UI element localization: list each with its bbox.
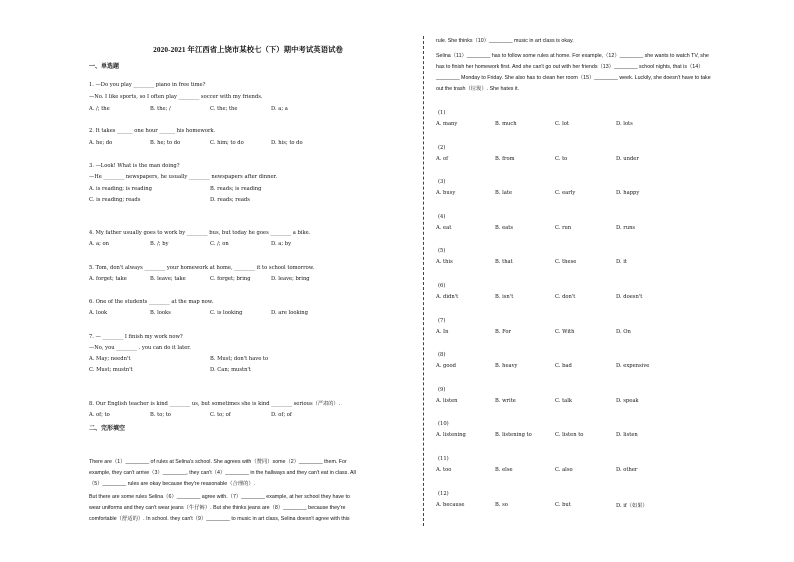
cloze-option-d[interactable]: D. lots [616, 121, 633, 127]
question-1-option-a[interactable]: A. /; the [89, 106, 110, 112]
cloze-option-c[interactable]: C. but [555, 501, 571, 508]
cloze-options-row [436, 432, 766, 439]
cloze-option-b[interactable]: B. that [495, 259, 513, 266]
cloze-option-d[interactable]: D. happy [616, 190, 640, 197]
cloze-question-number: (7) [438, 317, 446, 324]
cloze-option-a[interactable]: A. listening [436, 432, 466, 439]
question-3-stem: 3. —Look! What is the man doing? [89, 163, 180, 169]
question-8-option-a[interactable]: A. of; to [89, 412, 110, 418]
passage-right-line-4: ________ Monday to Friday. She also has to clean her room（15）________ week. Luckily, she doesn't have to take [436, 75, 711, 81]
cloze-question-number: (10) [438, 421, 449, 428]
cloze-option-a[interactable]: A. many [436, 121, 458, 127]
cloze-option-a[interactable]: A. busy [436, 190, 456, 197]
question-3-options-row-1 [89, 186, 407, 193]
question-7-option-b[interactable]: B. Must; don't have to [210, 356, 269, 362]
cloze-options-row [436, 363, 766, 370]
cloze-option-c[interactable]: C. don't [555, 294, 576, 300]
cloze-option-a[interactable]: A. eat [436, 224, 452, 231]
question-7-options-row-2 [89, 367, 407, 374]
question-1-options [89, 106, 407, 113]
passage-line-6: comfortable（舒适的）. In school. they can't（9）________ to music in art class, Selina doesn't agree with this [89, 516, 350, 522]
question-7-options-row-1 [89, 356, 407, 363]
cloze-options-row [436, 467, 766, 474]
question-8-option-b[interactable]: B. to; to [150, 412, 171, 418]
column-divider [423, 36, 424, 526]
question-6-option-c[interactable]: C. is looking [210, 310, 243, 316]
cloze-option-b[interactable]: B. late [495, 190, 513, 197]
cloze-options-row [436, 259, 766, 266]
question-7-stem-2: —No, you ________ . you can do it later. [89, 345, 191, 351]
question-7-option-c[interactable]: C. Must; mustn't [89, 367, 133, 373]
question-7-option-d[interactable]: D. Can; mustn't [210, 367, 251, 373]
cloze-option-d[interactable]: D. under [616, 155, 639, 162]
cloze-option-c[interactable]: C. talk [555, 397, 573, 404]
passage-line-2: example, they can't arrive（3）________, they can't（4）________ in the hallways and they can't eat in class. All [89, 470, 356, 476]
passage-line-1: There are（1）________ of rules at Selina's school. She agrees with（赞同）some（2）________ them. For [89, 459, 347, 465]
question-7-option-a[interactable]: A. May; needn't [89, 356, 131, 362]
question-5-option-d[interactable]: D. leave; bring [271, 276, 310, 282]
cloze-options-row [436, 329, 766, 336]
cloze-option-c[interactable]: C. listen to [555, 432, 584, 439]
cloze-option-a[interactable]: A. because [436, 501, 465, 508]
question-6-option-a[interactable]: A. look [89, 310, 108, 316]
cloze-option-d[interactable]: D. listen [616, 432, 638, 439]
cloze-options-row [436, 225, 766, 232]
cloze-question-number: (11) [438, 456, 449, 462]
cloze-option-d[interactable]: D. runs [616, 224, 636, 231]
question-6-options [89, 310, 407, 317]
cloze-options-row [436, 156, 766, 163]
cloze-question-number: (4) [438, 213, 446, 220]
cloze-option-a[interactable]: A. good [436, 363, 456, 370]
question-8-stem: 8. Our English teacher is kind ________ us, but sometimes she is kind ________ serious（严肃的）. [89, 401, 341, 407]
page-title: 2020-2021 年江西省上饶市某校七（下）期中考试英语试卷 [153, 45, 343, 54]
cloze-question-number: (2) [438, 144, 446, 151]
cloze-option-a[interactable]: A. listen [436, 397, 458, 404]
cloze-option-b[interactable]: B. write [495, 397, 516, 404]
question-1-option-c[interactable]: C. the; the [210, 106, 238, 112]
question-8-option-d[interactable]: D. of; of [271, 412, 292, 418]
question-3-option-b[interactable]: B. reads; is reading [210, 186, 262, 192]
passage-line-3: （5）________ rules are okay because they're reasonable（合理的）. [89, 481, 256, 487]
cloze-option-c[interactable]: C. these [555, 259, 577, 266]
cloze-option-b[interactable]: B. from [495, 155, 515, 162]
cloze-option-b[interactable]: B. else [495, 467, 513, 473]
cloze-question-number: (8) [438, 352, 446, 359]
passage-right-line-5: out the trash（垃圾）. She hates it. [436, 86, 520, 92]
cloze-option-d[interactable]: D. other [616, 467, 638, 473]
cloze-question-number: (5) [438, 248, 446, 255]
cloze-option-c[interactable]: C. early [555, 190, 576, 197]
cloze-question-number: (1) [438, 110, 446, 116]
question-3-stem-2: —He ________ newspapers, he usually ________ newspapers after dinner. [89, 174, 278, 180]
question-6-stem: 6. One of the students ________ at the map now. [89, 299, 214, 305]
cloze-option-a[interactable]: A. too [436, 467, 452, 473]
cloze-option-b[interactable]: B. so [495, 501, 508, 508]
cloze-option-c[interactable]: C. also [555, 467, 573, 473]
cloze-option-d[interactable]: D. it [616, 259, 628, 266]
cloze-option-a[interactable]: A. of [436, 155, 449, 162]
question-4-options [89, 241, 407, 248]
passage-right-line-3: has to finish her homework first. And she can't go out with her friends（13）________ school nights, that is（14） [436, 64, 704, 70]
question-3-options-row-2 [89, 197, 407, 204]
cloze-question-number: (12) [438, 490, 449, 497]
cloze-option-c[interactable]: C. to [555, 155, 568, 162]
question-2-option-a[interactable]: A. he; do [89, 140, 113, 146]
question-4-option-c[interactable]: C. /; on [210, 241, 229, 247]
cloze-option-d[interactable]: D. speak [616, 397, 639, 404]
question-1-stem-2: —No. I like sports, so I often play ________ soccer with my friends. [89, 94, 263, 100]
cloze-option-d[interactable]: D. On [616, 328, 631, 335]
question-1-stem: 1. —Do you play ________ piano in free time? [89, 82, 206, 88]
question-4-option-b[interactable]: B. /; by [150, 241, 169, 247]
question-1-option-b[interactable]: B. the; / [150, 106, 171, 112]
cloze-option-b[interactable]: B. eats [495, 224, 514, 231]
question-5-option-b[interactable]: B. leave; take [150, 276, 186, 282]
passage-right-line-2: Selina（11）________ has to follow some rules at home. For example,（12）________ she wants to watch TV, she [436, 53, 709, 59]
cloze-option-b[interactable]: B. heavy [495, 363, 518, 370]
cloze-option-c[interactable]: C. lot [555, 121, 569, 127]
cloze-options-row [436, 294, 766, 301]
cloze-question-number: (9) [438, 386, 446, 393]
question-2-option-b[interactable]: B. he; to do [150, 140, 181, 146]
cloze-option-a[interactable]: A. In [436, 328, 449, 335]
question-5-options [89, 276, 407, 283]
cloze-option-b[interactable]: B. For [495, 328, 512, 335]
cloze-option-c[interactable]: C. run [555, 224, 572, 231]
cloze-question-number: (6) [438, 283, 446, 289]
section-title-single-choice: 一、单选题 [89, 64, 120, 70]
question-8-options [89, 412, 407, 419]
question-6-option-b[interactable]: B. looks [150, 310, 171, 316]
passage-line-5: wear uniforms and they can't wear jeans（牛仔裤）. But she thinks jeans are（8）________ because they're [89, 505, 346, 511]
cloze-options-row [436, 190, 766, 197]
cloze-options-row [436, 398, 766, 405]
question-1-option-d[interactable]: D. a; a [271, 106, 288, 112]
cloze-option-d[interactable]: D. doesn't [616, 294, 643, 300]
question-5-option-a[interactable]: A. forget; take [89, 276, 127, 282]
question-6-option-d[interactable]: D. are looking [271, 310, 308, 316]
question-8-option-c[interactable]: C. to; of [210, 412, 231, 418]
cloze-option-c[interactable]: C. With [555, 328, 575, 335]
passage-line-4: But there are some rules Selina（6）________ agree with.（7）________ example, at her school they have to [89, 494, 350, 500]
cloze-option-c[interactable]: C. bad [555, 363, 572, 370]
question-3-option-a[interactable]: A. is reading; is reading [89, 186, 152, 192]
passage-right-line-1: rule. She thinks（10）________ music in art class is okay. [436, 38, 574, 44]
cloze-options-row [436, 502, 766, 509]
cloze-option-d[interactable]: D. if（如果） [616, 502, 648, 509]
question-5-stem: 5. Tom, don't always ________ your homework at home, ________ it to school tomorrow. [89, 265, 315, 271]
question-7-stem: 7. — ________ I finish my work now? [89, 334, 183, 340]
question-3-option-d[interactable]: D. reads; reads [210, 197, 250, 203]
question-2-options [89, 140, 407, 147]
question-2-stem: 2. It takes ______ one hour ______ his homework. [89, 128, 216, 134]
question-3-option-c[interactable]: C. is reading; reads [89, 197, 141, 203]
cloze-option-a[interactable]: A. this [436, 259, 453, 266]
question-5-option-c[interactable]: C. forget; bring [210, 276, 251, 282]
cloze-option-d[interactable]: D. expensive [616, 363, 650, 370]
cloze-option-b[interactable]: B. listening to [495, 432, 532, 439]
cloze-option-a[interactable]: A. didn't [436, 294, 459, 300]
cloze-option-b[interactable]: B. much [495, 121, 517, 127]
section-title-cloze: 二、完形填空 [89, 426, 126, 432]
question-4-option-a[interactable]: A. a; on [89, 241, 109, 247]
question-4-option-d[interactable]: D. a; by [271, 241, 292, 247]
question-4-stem: 4. My father usually goes to work by ________ bus, but today he goes ________ a bike. [89, 230, 311, 236]
cloze-options-row [436, 121, 766, 128]
cloze-option-b[interactable]: B. isn't [495, 294, 514, 300]
question-2-option-d[interactable]: D. his; to do [271, 140, 303, 146]
cloze-question-number: (3) [438, 179, 446, 186]
question-2-option-c[interactable]: C. him; to do [210, 140, 244, 146]
